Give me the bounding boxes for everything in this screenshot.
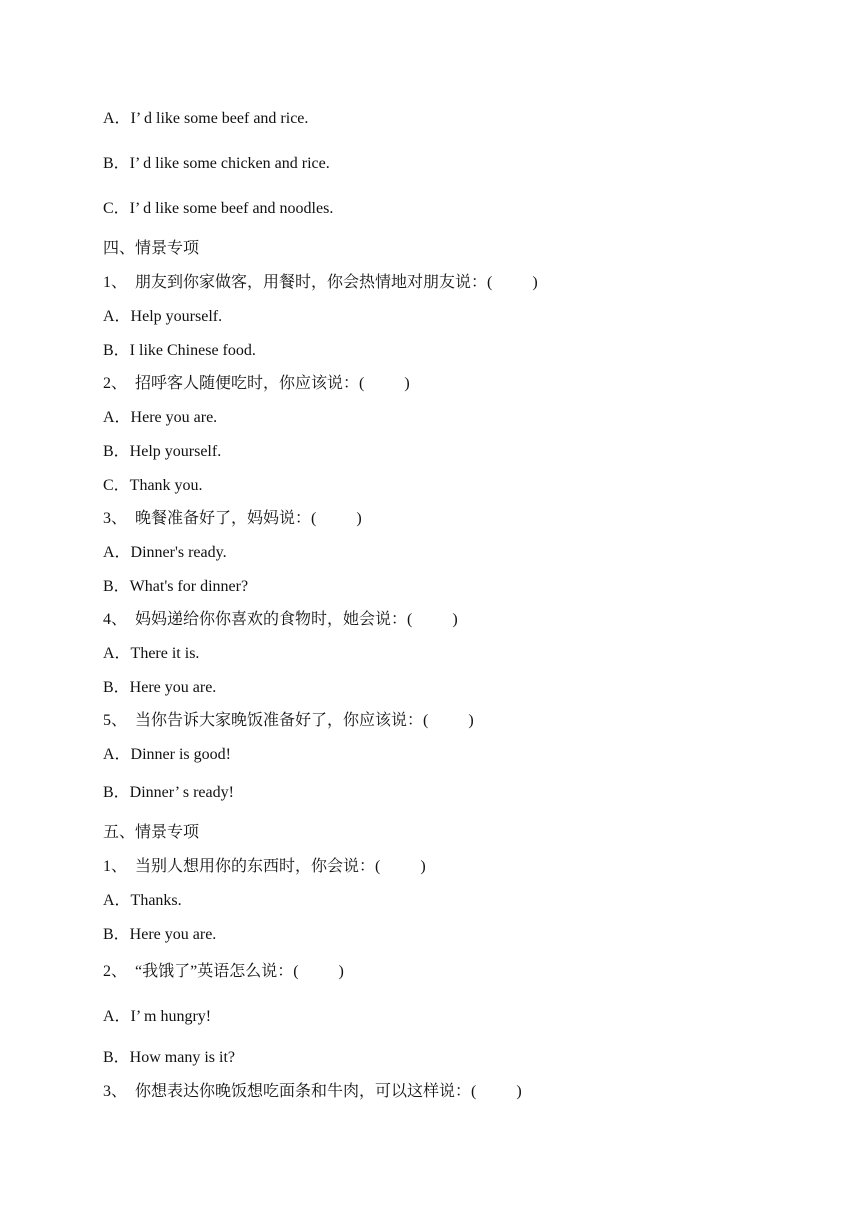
option-b: B．I’ d like some chicken and rice. [103, 155, 330, 172]
option-a: A．I’ d like some beef and rice. [103, 110, 309, 127]
question-5: 5、 当你告诉大家晚饭准备好了，你应该说：( ) [103, 712, 474, 729]
option-a: A．Thanks. [103, 892, 182, 909]
option-b: B．What's for dinner? [103, 578, 249, 595]
option-b: B．I like Chinese food. [103, 342, 256, 359]
option-c: C．I’ d like some beef and noodles. [103, 200, 334, 217]
option-a: A．There it is. [103, 645, 200, 662]
option-c: C．Thank you. [103, 477, 203, 494]
question-3: 3、 晚餐准备好了，妈妈说：( ) [103, 510, 362, 527]
question-2: 2、 “我饿了”英语怎么说：( ) [103, 963, 344, 980]
question-2: 2、 招呼客人随便吃时，你应该说：( ) [103, 375, 410, 392]
option-a: A．I’ m hungry! [103, 1008, 212, 1025]
option-b: B．How many is it? [103, 1049, 235, 1066]
section-heading: 五、情景专项 [103, 824, 200, 841]
option-b: B．Dinner’ s ready! [103, 784, 234, 801]
question-4: 4、 妈妈递给你你喜欢的食物时，她会说：( ) [103, 611, 458, 628]
option-a: A．Help yourself. [103, 308, 223, 325]
option-a: A．Here you are. [103, 409, 218, 426]
option-a: A．Dinner's ready. [103, 544, 227, 561]
question-1: 1、 当别人想用你的东西时，你会说：( ) [103, 858, 426, 875]
option-b: B．Here you are. [103, 926, 217, 943]
question-3: 3、 你想表达你晚饭想吃面条和牛肉，可以这样说：( ) [103, 1083, 522, 1100]
option-a: A．Dinner is good! [103, 746, 231, 763]
option-b: B．Help yourself. [103, 443, 222, 460]
question-1: 1、 朋友到你家做客，用餐时，你会热情地对朋友说：( ) [103, 274, 538, 291]
option-b: B．Here you are. [103, 679, 217, 696]
section-heading: 四、情景专项 [103, 240, 200, 257]
